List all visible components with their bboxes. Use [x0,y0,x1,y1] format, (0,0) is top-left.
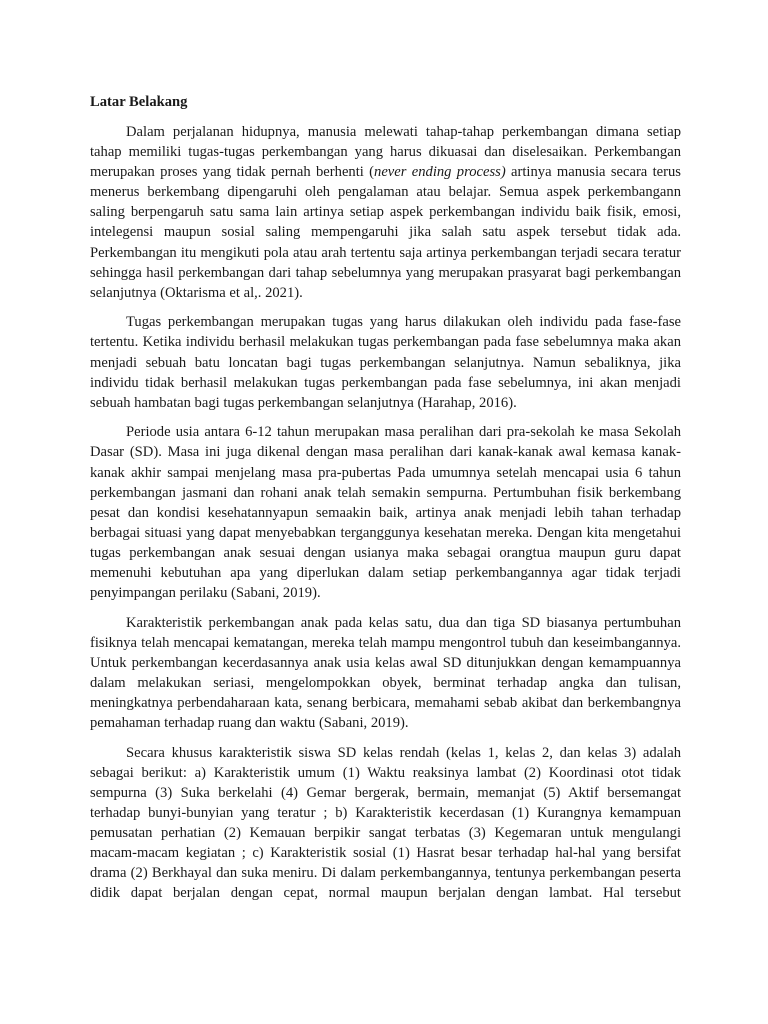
paragraph-1-italic-term: never ending process) [374,164,506,181]
paragraph-5: Secara khusus karakteristik siswa SD kelas rendah (kelas 1, kelas 2, dan kelas 3) adalah sebagai berikut: a) Karakteristik umum (1) Waktu reaksinya lambat (2) Koordinasi otot tidak sempurna (3) Suka berkelahi (4) Gemar bergerak, bermain, memanjat (5) Aktif bersemangat terhadap bunyi-bunyian yang teratur ; b) Karakteristik kecerdasan (1) Kurangnya kemampuan pemusatan perhatian (2) Kemauan berpikir sangat terbatas (3) Kegemaran untuk mengulangi macam-macam kegiatan ; c) Karakteristik sosial (1) Hasrat besar terhadap hal-hal yang bersifat drama (2) Berkhayal dan suka meniru. Di dalam perkembangannya, tentunya perkembangan peserta didik dapat berjalan dengan cepat, normal maupun berjalan dengan lambat. Hal tersebut [90,744,681,902]
paragraph-1-text-start: Dalam perjalanan hidupnya, manusia melewati tahap-tahap perkembangan dimana setiap tahap memiliki tugas-tugas perkembangan yang harus dikuasai dan diselesaikan. Perkembangan merupakan proses yang tidak pernah berhenti ( [90,124,681,181]
paragraph-4: Karakteristik perkembangan anak pada kelas satu, dua dan tiga SD biasanya pertumbuhan fisiknya telah mencapai kematangan, mereka telah mampu mengontrol tubuh dan keseimbangannya. Untuk perkembangan kecerdasannya anak usia kelas awal SD ditunjukkan dengan kemampuannya dalam melakukan seriasi, mengelompokkan obyek, berminat terhadap angka dan tulisan, meningkatnya perbendaharaan kata, senang berbicara, memahami sebab akibat dan berkembangnya pemahaman terhadap ruang dan waktu (Sabani, 2019). [90,614,681,732]
section-heading: Latar Belakang [90,94,188,110]
paragraph-2: Tugas perkembangan merupakan tugas yang harus dilakukan oleh individu pada fase-fase tertentu. Ketika individu berhasil melakukan tugas perkembangan pada fase sebelumnya maka akan menjadi sebuah batu loncatan bagi tugas perkembangan selanjutnya. Namun sebaliknya, jika individu tidak berhasil melakukan tugas perkembangan pada fase sebelumnya, ini akan menjadi sebuah hambatan bagi tugas perkembangan selanjutnya (Harahap, 2016). [90,314,681,411]
paragraph-1-text-end: artinya manusia secara terus menerus berkembang dipengaruhi oleh pengalaman atau belajar. Semua aspek perkembangann saling berpengaruh satu sama lain artinya setiap aspek perkembangan individu baik fisik, emosi, intelegensi maupun sosial saling mempengaruhi jika salah satu aspek tersebut tidak ada. Perkembangan itu mengikuti pola atau arah tertentu saja artinya perkembangan terjadi secara teratur sehingga hasil perkembangan dari tahap sebelumnya yang merupakan prasyarat bagi perkembangan selanjutnya (Oktarisma et al,. 2021). [90,164,681,301]
paragraph-1 [90,122,681,303]
document-page [90,92,681,913]
paragraph-3: Periode usia antara 6-12 tahun merupakan masa peralihan dari pra-sekolah ke masa Sekolah Dasar (SD). Masa ini juga dikenal dengan masa peralihan dari kanak-kanak awal kemasa kanak-kanak akhir sampai menjelang masa pra-pubertas Pada umumnya setelah mencapai usia 6 tahun perkembangan jasmani dan rohani anak telah semakin sempurna. Pertumbuhan fisik berkembang pesat dan kondisi kesehatannyapun semaakin baik, artinya anak menjadi lebih tahan terhadap berbagai situasi yang dapat menyebabkan terganggunya kesehatan mereka. Dengan kita mengetahui tugas perkembangan anak sesuai dengan usianya maka sebagai orangtua maupun guru dapat memenuhi kebutuhan apa yang diperlukan dalam setiap perkembangannya agar tidak terjadi penyimpangan perilaku (Sabani, 2019). [90,424,681,602]
